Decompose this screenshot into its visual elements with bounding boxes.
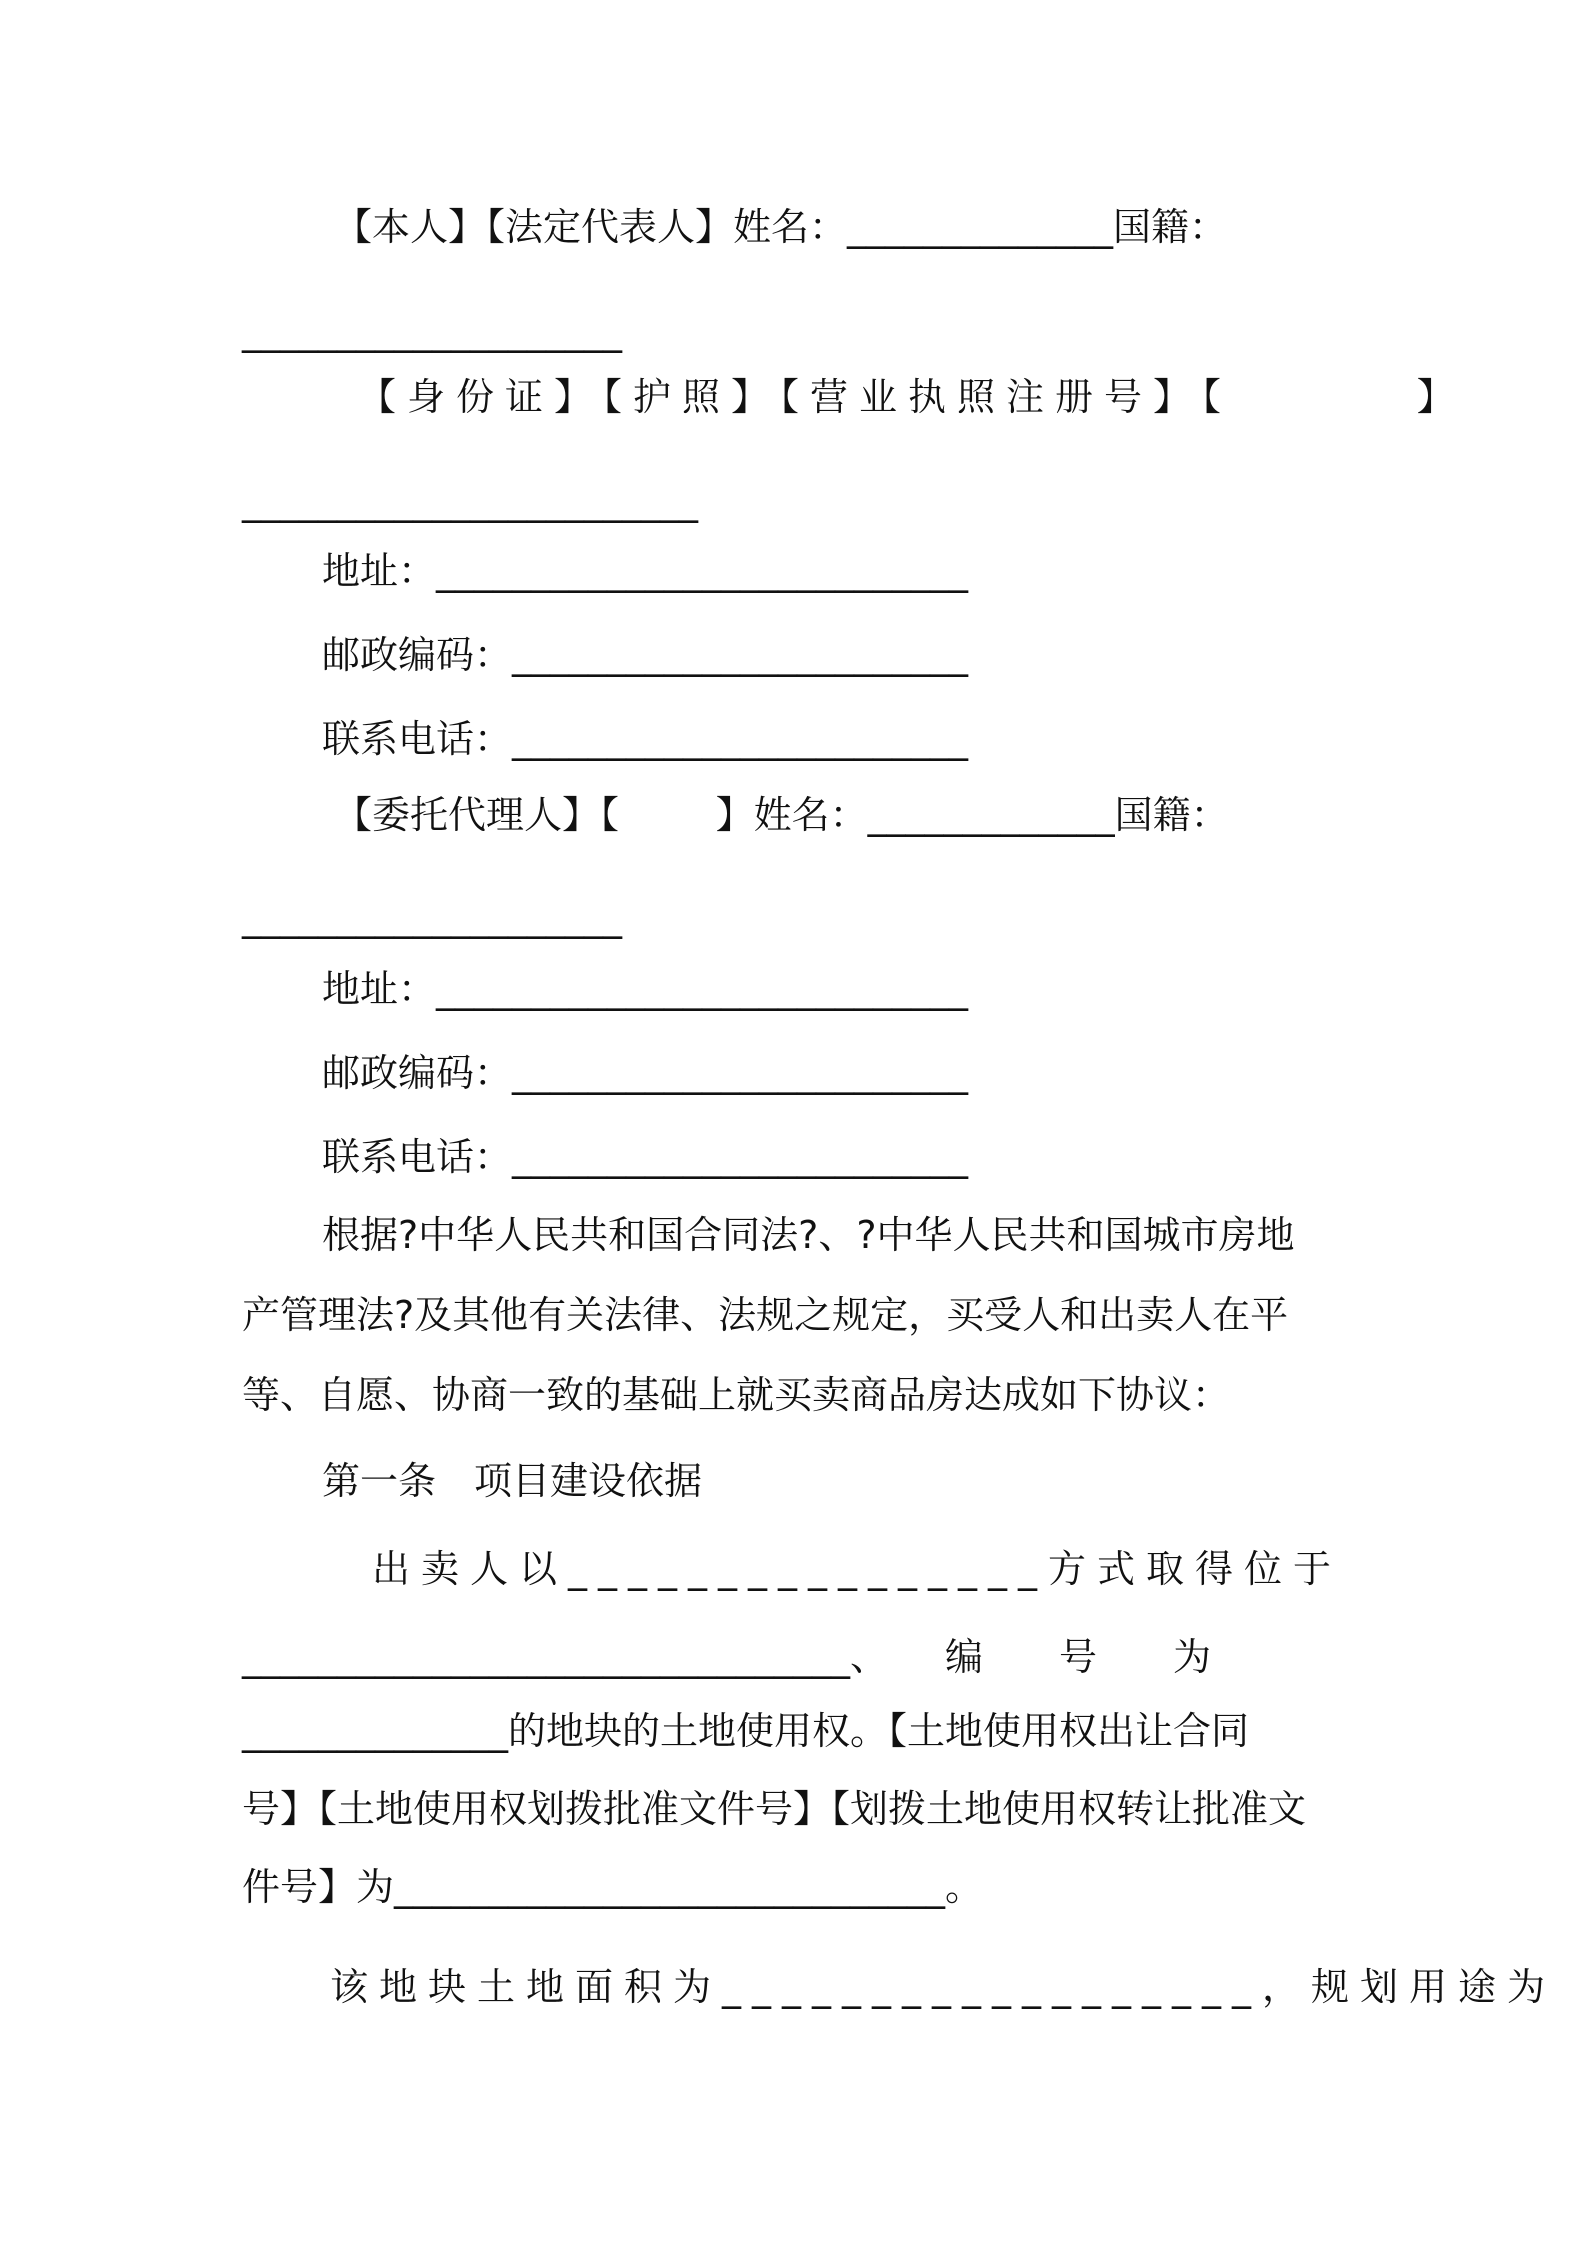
- id-type-line: 【身份证】【护照】【营业执照注册号】【 】: [358, 375, 1466, 419]
- agent-name-line: 【委托代理人】【 】姓名：_____________国籍：: [334, 793, 1229, 837]
- article-1-text-line-5: 件号】为_____________________________。: [242, 1865, 984, 1909]
- article-1-heading: 第一条 项目建设依据: [322, 1459, 703, 1503]
- article-1-text-line-1: 出卖人以________________方式取得位于: [372, 1547, 1343, 1591]
- address-line: 地址：____________________________: [322, 549, 969, 593]
- preamble-line-2: 产管理法?及其他有关法律、法规之规定，买受人和出卖人在平: [242, 1293, 1289, 1337]
- agent-phone-line: 联系电话：________________________: [322, 1135, 969, 1179]
- id-number-blank-line: ________________________: [242, 479, 698, 523]
- phone-line: 联系电话：________________________: [322, 717, 969, 761]
- preamble-line-3: 等、自愿、协商一致的基础上就买卖商品房达成如下协议：: [242, 1373, 1231, 1417]
- article-1-text-line-3: ______________的地块的土地使用权。【土地使用权出让合同: [242, 1709, 1250, 1753]
- preamble-line-1: 根据?中华人民共和国合同法?、?中华人民共和国城市房地: [322, 1213, 1295, 1257]
- agent-nationality-blank-line: ____________________: [242, 895, 622, 939]
- party-name-line: 【本人】【法定代表人】姓名：______________国籍：: [334, 205, 1228, 249]
- article-1-text-line-4: 号】【土地使用权划拨批准文件号】【划拨土地使用权转让批准文: [242, 1787, 1307, 1831]
- article-1-text-line-2: ________________________________、 编 号 为: [242, 1635, 1212, 1679]
- agent-address-line: 地址：____________________________: [322, 967, 969, 1011]
- nationality-blank-line: ____________________: [242, 309, 622, 353]
- postcode-line: 邮政编码：________________________: [322, 633, 969, 677]
- agent-postcode-line: 邮政编码：________________________: [322, 1051, 969, 1095]
- article-1-text-line-6: 该地块土地面积为__________________，规划用途为: [330, 1965, 1557, 2009]
